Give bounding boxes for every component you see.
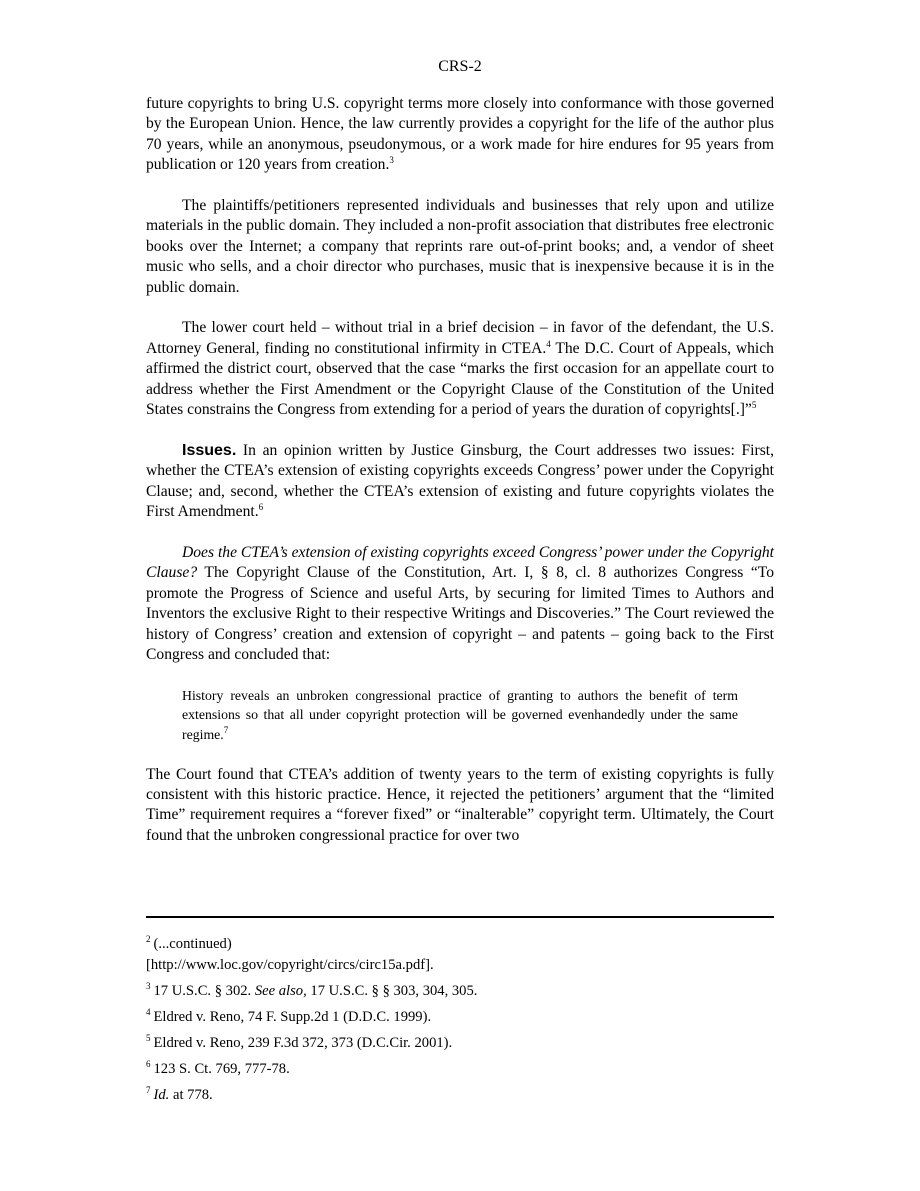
footnote-4: $^4$ Eldred v. Reno, 74 F. Supp.2d 1 (D.D.C. 1999). xyxy=(146,1007,432,1025)
footnote-ref-6[interactable]: 6 xyxy=(258,502,264,513)
footnote-url[interactable]: [http://www.loc.gov/copyright/circs/circ15a.pdf]. xyxy=(146,957,434,973)
italic-question: Does the CTEA’s extension of existing copyrights exceed Congress’ power under the Copyright Clause? xyxy=(146,543,774,582)
document-body xyxy=(146,94,774,867)
block-quote: History reveals an unbroken congressional practice of granting to authors the benefit of term extensions so that all under copyright protection will be governed evenhandedly under the same regime.$^7$ xyxy=(182,687,738,742)
footnote-7: $^7$ Id. at 778. xyxy=(146,1085,213,1103)
footnote-5: $^5$ Eldred v. Reno, 239 F.3d 372, 373 (D.C.Cir. 2001). xyxy=(146,1033,453,1051)
footnote-ref-5[interactable]: 5 xyxy=(751,400,757,411)
section-heading-issues: Issues. xyxy=(182,441,237,459)
footnote-3: $^3$ 17 U.S.C. § 302. See also, 17 U.S.C. § § 303, 304, 305. xyxy=(146,981,478,999)
footnote-ref-4[interactable]: 4 xyxy=(546,338,551,349)
paragraph-court-found: The Court found that CTEA’s addition of twenty years to the term of existing copyrights is fully consistent with this historic practice. Hence, it rejected the petitioners’ argument that the “limited Time” requirement requires a “forever fixed” or “inalterable” copyright term. Ultimately, the Court found that the unbroken congressional practice for over two xyxy=(146,765,774,844)
paragraph-issues: Issues. In an opinion written by Justice Ginsburg, the Court addresses two issues: First, whether the CTEA’s extension of existing copyrights exceeds Congress’ power under the Copyright Clause; and, second, whether the CTEA’s extension of existing and future copyrights violates the First Amendment.$^6$ xyxy=(146,441,774,521)
paragraph-copyright-clause: Does the CTEA’s extension of existing copyrights exceed Congress’ power under the Copyright Clause? The Copyright Clause of the Constitution, Art. I, § 8, cl. 8 authorizes Congress “To promote the Progress of Science and useful Arts, by securing for limited Times to Authors and Inventors the exclusive Right to their respective Writings and Discoveries.” The Court reviewed the history of Congress’ creation and extension of copyright – and patents – going back to the First Congress and concluded that: xyxy=(146,543,774,663)
footnote-ref-7[interactable]: 7 xyxy=(223,724,229,735)
paragraph-lower-court: The lower court held – without trial in a brief decision – in favor of the defendant, the U.S. Attorney General, finding no constitutional infirmity in CTEA.$^4$ The D.C. Court of Appeals, which affirmed the district court, observed that the case “marks the first occasion for an appellate court to address whether the First Amendment or the Copyright Clause of the Constitution of the United States constrains the Congress from extending for a period of years the duration of copyrights[.]”$^5$ xyxy=(146,319,774,419)
paragraph-1: future copyrights to bring U.S. copyright terms more closely into conformance with those governed by the European Union. Hence, the law currently provides a copyright for the life of the author plus 70 years, while an anonymous, pseudonymous, or a work made for hire endures for 95 years from publication or 120 years from creation.$^3$ xyxy=(146,95,774,174)
footnote-6: $^6$ 123 S. Ct. 769, 777-78. xyxy=(146,1059,290,1077)
paragraph-plaintiffs: The plaintiffs/petitioners represented individuals and businesses that rely upon and utilize materials in the public domain. They included a non-profit association that distributes free electronic books over the Internet; a company that reprints rare out-of-print books; and, a vendor of sheet music who sells, and a choir director who purchases, music that is inexpensive because it is in the public domain. xyxy=(146,197,774,296)
page-header: CRS-2 xyxy=(438,58,482,75)
footnotes xyxy=(146,934,774,1111)
footnote-ref-3[interactable]: 3 xyxy=(389,155,394,166)
footnote-2: $^2$ (...continued) [http://www.loc.gov/copyright/circs/circ15a.pdf]. xyxy=(146,934,434,973)
footnote-divider xyxy=(146,916,774,918)
